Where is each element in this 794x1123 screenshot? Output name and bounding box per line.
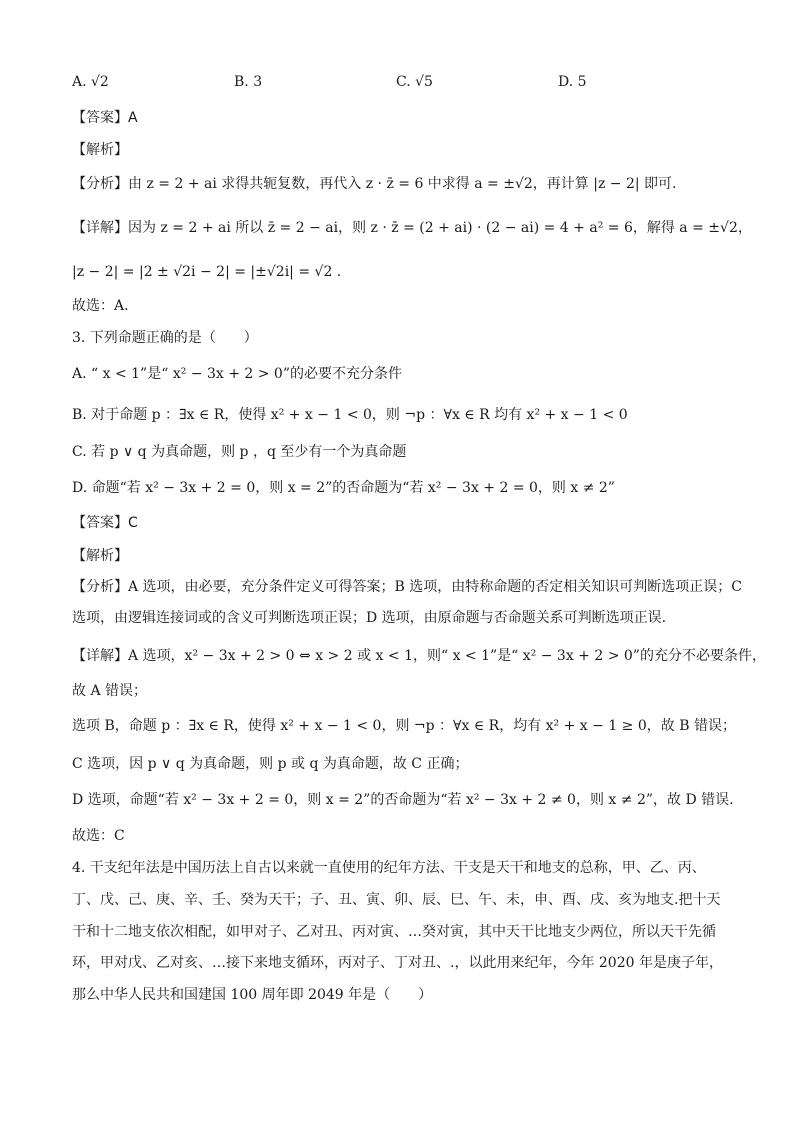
q2-fenxi: 【分析】由 z = 2 + ai 求得共轭复数，再代入 z · z̄ = 6 中求得 a = ±√2，再计算 |z − 2| 即可. (72, 176, 677, 192)
option-b: B. 3 (234, 74, 263, 90)
q3-detail-2: 故 A 错误； (72, 683, 148, 699)
q3-detail-3: 选项 B，命题 p ：∃x ∈ R，使得 x² + x − 1 < 0，则 ¬p ：∀x ∈ R，均有 x² + x − 1 ≥ 0，故 B 错误； (72, 718, 736, 734)
q2-choose: 故选：A. (72, 298, 129, 314)
option-d: D. 5 (558, 74, 587, 90)
option-a: A. √2 (72, 74, 109, 90)
q3-detail-5: D 选项，命题“若 x² − 3x + 2 = 0，则 x = 2”的否命题为“若 x² − 3x + 2 ≠ 0，则 x ≠ 2”，故 D 错误. (72, 792, 734, 808)
q2-answer: 【答案】A (72, 110, 138, 126)
q3-option-a: A. “ x < 1”是“ x² − 3x + 2 > 0”的必要不充分条件 (72, 366, 402, 382)
q3-stem: 3. 下列命题正确的是（ ） (72, 330, 258, 346)
q4-line-5: 那么中华人民共和国建国 100 周年即 2049 年是（ ） (72, 987, 433, 1003)
q3-answer: 【答案】C (72, 515, 138, 531)
option-c: C. √5 (396, 74, 433, 90)
q4-line-1: 4. 干支纪年法是中国历法上自古以来就一直使用的纪年方法、干支是天干和地支的总称，甲、乙、丙、 (72, 860, 706, 876)
q4-line-4: 环，甲对戊、乙对亥、…接下来地支循环，丙对子、丁对丑、.，以此用来纪年，今年 2020 年是庚子年， (72, 955, 723, 971)
q2-detail-2: |z − 2| = |2 ± √2i − 2| = |±√2i| = √2 . (72, 264, 342, 280)
q3-fenxi-2: 选项，由逻辑连接词或的含义可判断选项正误；D 选项，由原命题与否命题关系可判断选项正误. (72, 610, 667, 626)
q3-detail-1: 【详解】A 选项，x² − 3x + 2 > 0 ⇔ x > 2 或 x < 1，则“ x < 1”是“ x² − 3x + 2 > 0”的充分不必要条件， (72, 648, 766, 664)
q4-line-2: 丁、戊、己、庚、辛、壬、癸为天干；子、丑、寅、卯、辰、巳、午、未，申、酉、戌、亥为地支.把十天 (72, 892, 721, 908)
q2-analysis-heading: 【解析】 (72, 142, 128, 158)
q3-detail-4: C 选项，因 p ∨ q 为真命题，则 p 或 q 为真命题，故 C 正确； (72, 756, 469, 772)
q3-fenxi-1: 【分析】A 选项，由必要，充分条件定义可得答案；B 选项，由特称命题的否定相关知识可判断选项正误；C (72, 579, 743, 595)
q3-choose: 故选：C (72, 828, 125, 844)
q3-analysis-heading: 【解析】 (72, 548, 128, 564)
q4-line-3: 干和十二地支依次相配，如甲对子、乙对丑、丙对寅、…癸对寅，其中天干比地支少两位，所以天干先循 (72, 924, 716, 940)
q3-option-b: B. 对于命题 p ：∃x ∈ R，使得 x² + x − 1 < 0，则 ¬p ：∀x ∈ R 均有 x² + x − 1 < 0 (72, 407, 628, 423)
q3-option-d: D. 命题“若 x² − 3x + 2 = 0，则 x = 2”的否命题为“若 x² − 3x + 2 = 0，则 x ≠ 2” (72, 480, 615, 496)
q2-detail-1: 【详解】因为 z = 2 + ai 所以 z̄ = 2 − ai，则 z · z̄ = (2 + ai) · (2 − ai) = 4 + a² = 6，解得 a = ±√2， (72, 220, 752, 236)
q3-option-c: C. 若 p ∨ q 为真命题，则 p ，q 至少有一个为真命题 (72, 444, 407, 460)
